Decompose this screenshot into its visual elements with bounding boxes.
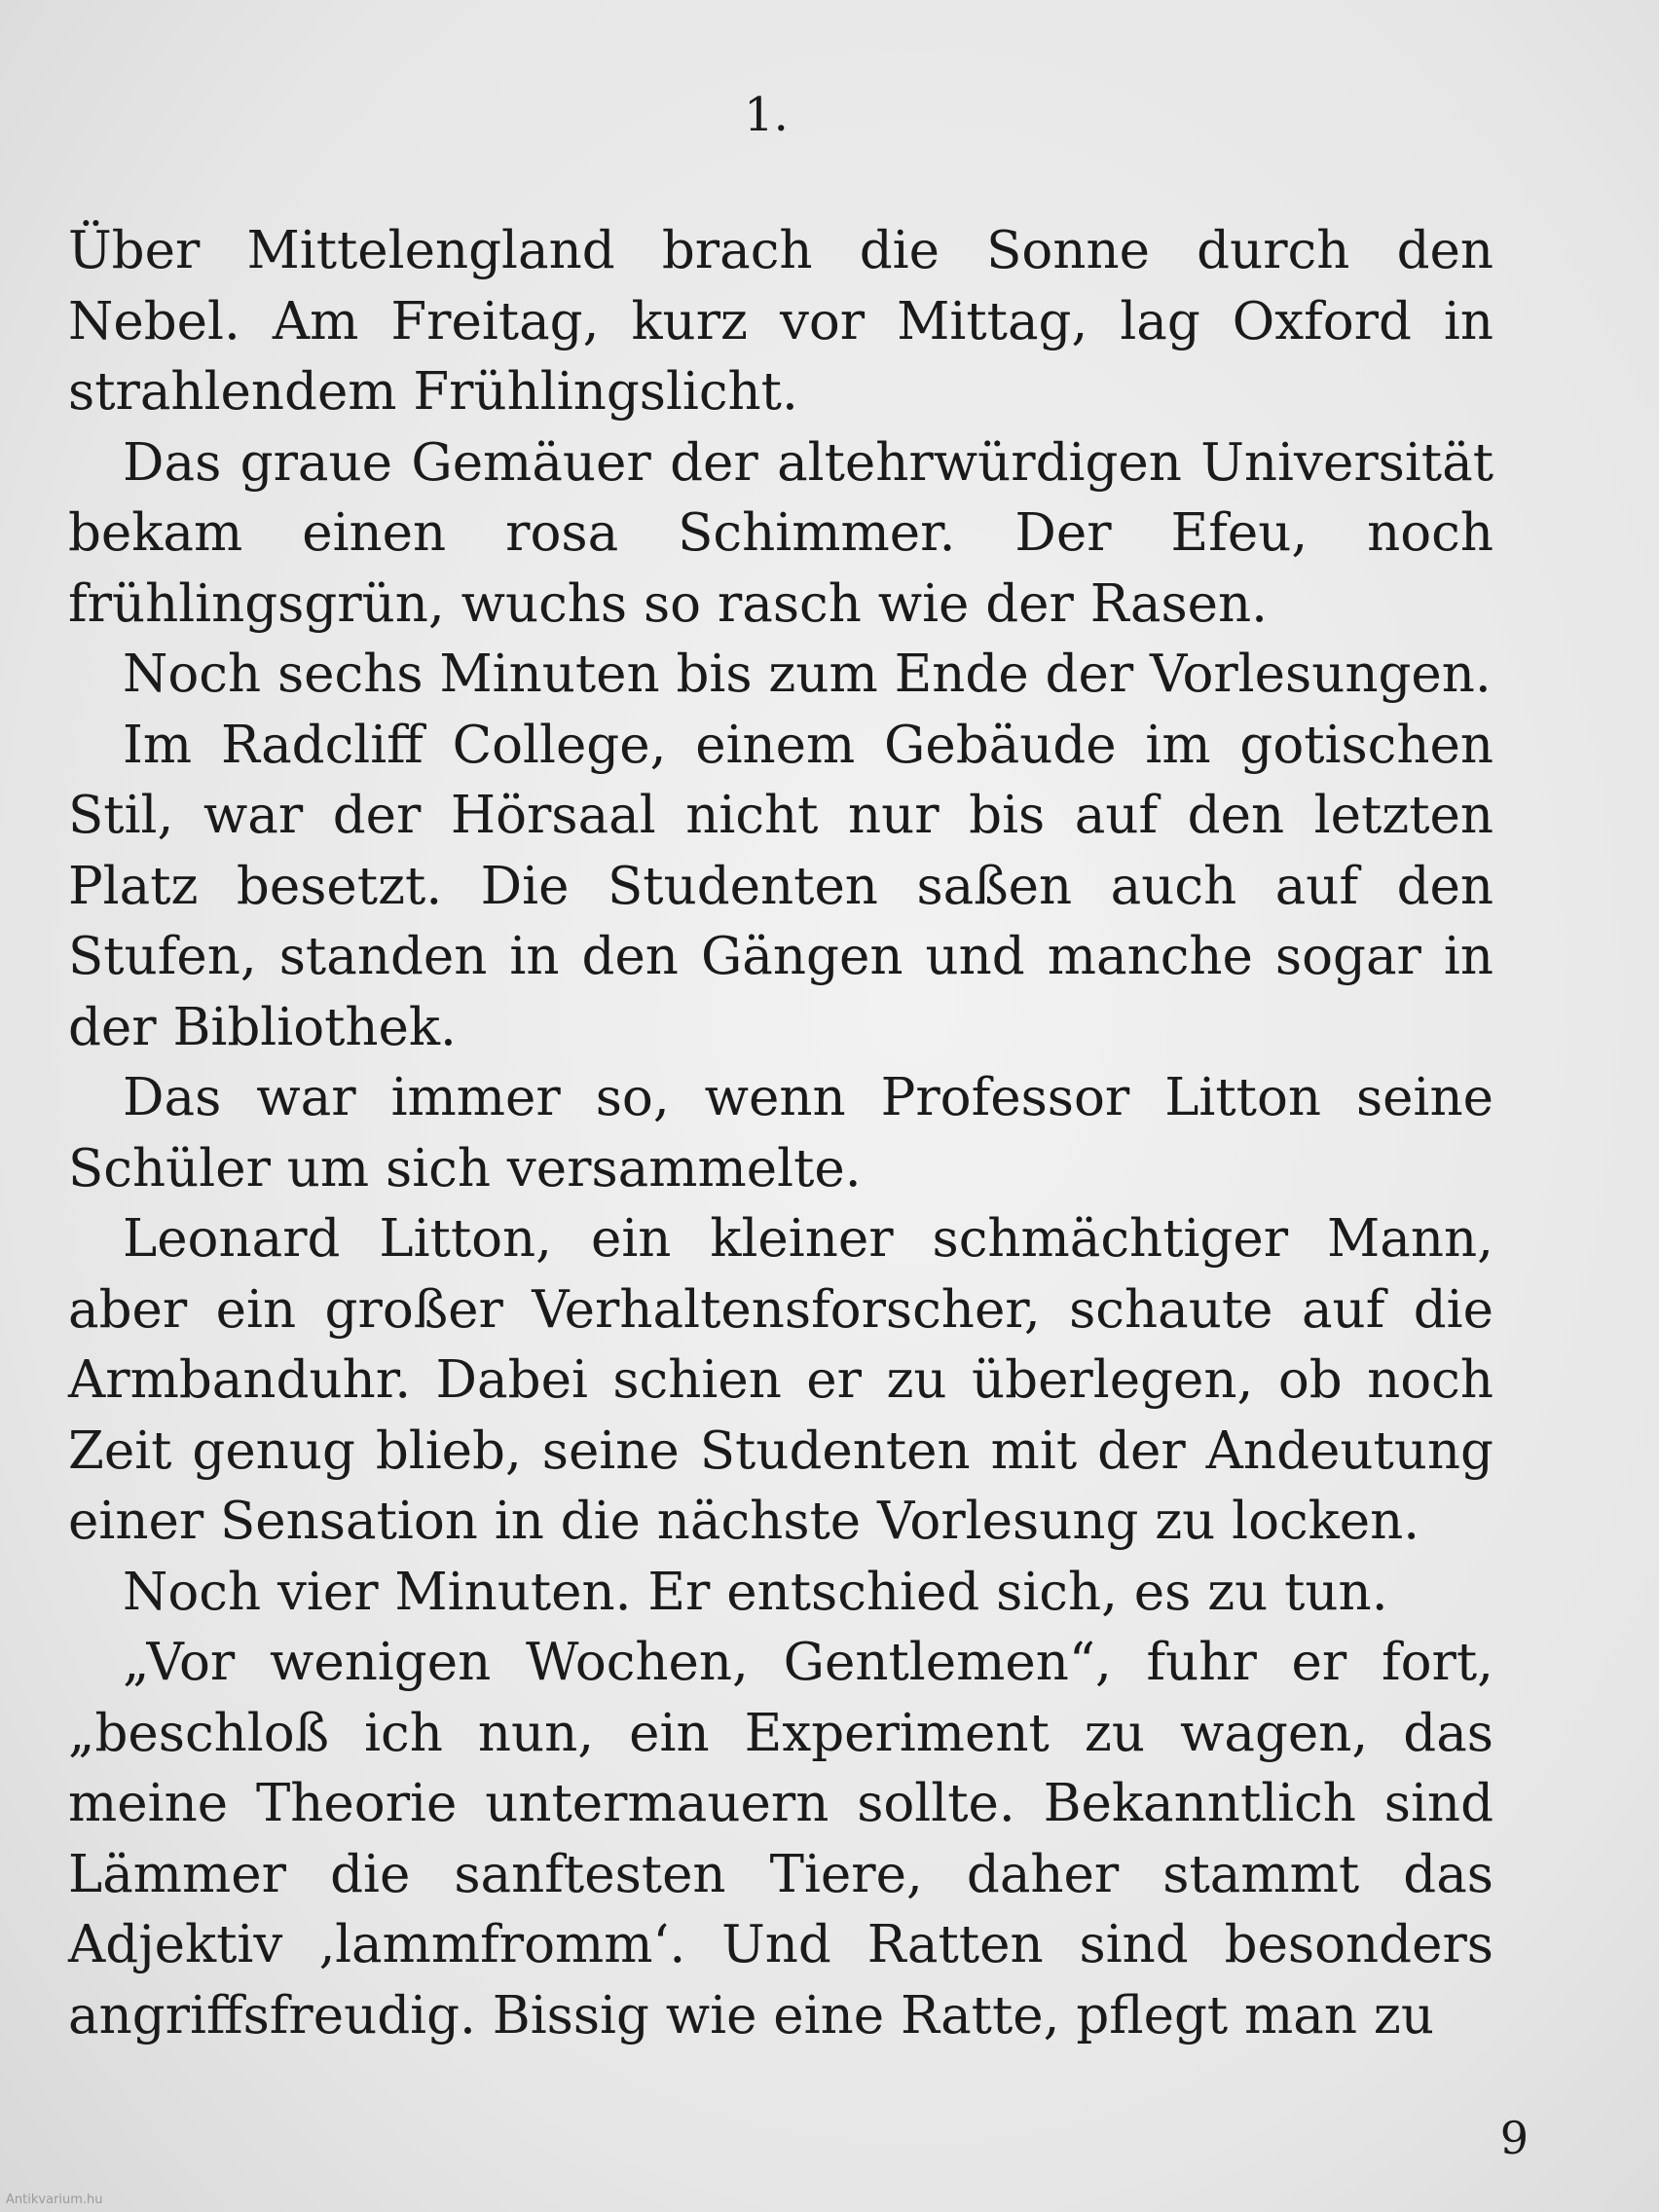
paragraph: Über Mittelengland brach die Sonne durch den Nebel. Am Freitag, kurz vor Mittag, lag Oxford in strahlendem Frühlingslicht. <box>68 221 1493 422</box>
paragraph: Leonard Litton, ein kleiner schmächtiger Mann, aber ein großer Verhaltensforscher, schaute auf die Armbanduhr. Dabei schien er zu überlegen, ob noch Zeit genug blieb, seine Studenten mit der Andeutung einer Sensation in die nächste Vorlesung zu locken. <box>68 1209 1493 1551</box>
paragraph: Das graue Gemäuer der altehrwürdigen Universität bekam einen rosa Schimmer. Der Efeu, noch frühlingsgrün, wuchs so rasch wie der Rasen. <box>68 432 1493 634</box>
paragraph: Das war immer so, wenn Professor Litton seine Schüler um sich versammelte. <box>68 1068 1493 1198</box>
chapter-number: 1. <box>744 88 789 142</box>
paragraph: Noch vier Minuten. Er entschied sich, es zu tun. <box>123 1562 1388 1622</box>
watermark-text: Antikvarium.hu <box>6 2193 103 2207</box>
page-number: 9 <box>1499 2112 1529 2164</box>
body-text <box>68 216 1493 2051</box>
paragraph: Noch sechs Minuten bis zum Ende der Vorlesungen. <box>123 645 1492 704</box>
paragraph: „Vor wenigen Wochen, Gentlemen“, fuhr er fort, „beschloß ich nun, ein Experiment zu wagen, das meine Theorie untermauern sollte. Bekanntlich sind Lämmer die sanftesten Tiere, daher stammt das Adjektiv ‚lammfromm‘. Und Ratten sind besonders angriffsfreudig. Bissig wie eine Ratte, pflegt man zu <box>68 1633 1493 2046</box>
paragraph: Im Radcliff College, einem Gebäude im gotischen Stil, war der Hörsaal nicht nur bis auf den letzten Platz besetzt. Die Studenten saßen auch auf den Stufen, standen in den Gängen und manche sogar in der Bibliothek. <box>68 715 1493 1057</box>
